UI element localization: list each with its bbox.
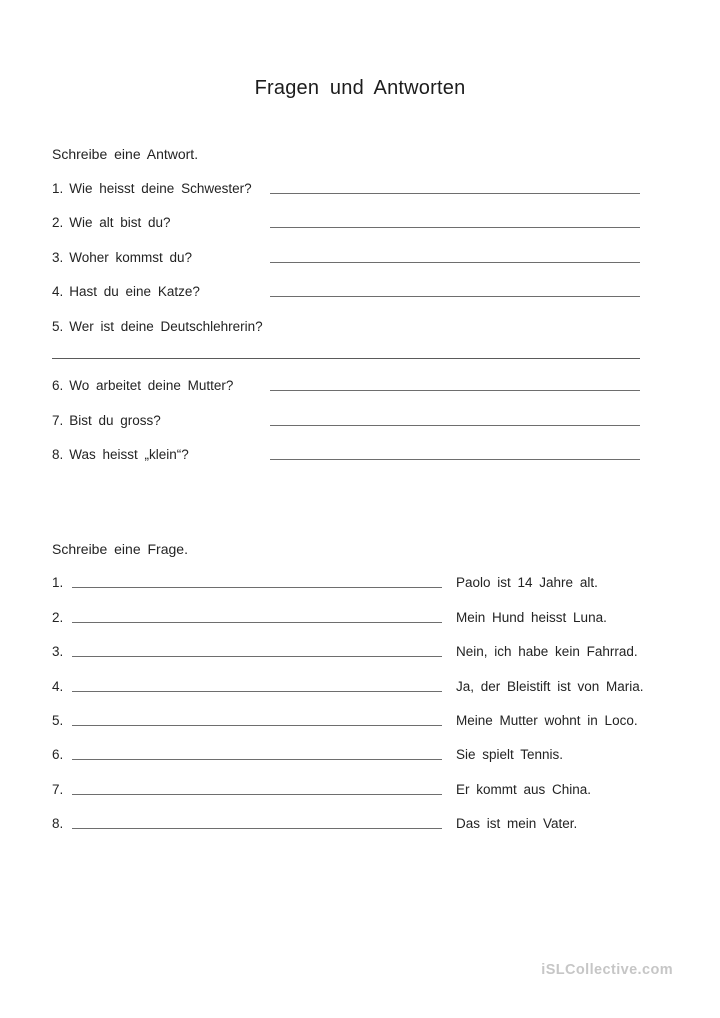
answer-text: Das ist mein Vater. [456, 816, 578, 832]
question-text: Wie alt bist du? [69, 215, 171, 230]
answer-blank-line [270, 296, 640, 297]
question-row [52, 231, 640, 266]
question-label [52, 377, 270, 394]
answer-text: Ja, der Bleistift ist von Maria. [456, 678, 644, 694]
question-row [52, 162, 640, 197]
question-text: Bist du gross? [69, 412, 161, 428]
item-number: 8. [52, 816, 64, 832]
answer-text: Meine Mutter wohnt in Loco. [456, 712, 638, 728]
question-number: 6. [52, 378, 64, 393]
item-number: 5. [52, 712, 64, 728]
question-number: 1. [52, 180, 64, 196]
answer-text: Mein Hund heisst Luna. [456, 609, 607, 625]
question-number: 7. [52, 412, 64, 428]
question-blank-line [72, 587, 442, 588]
question-blank-line [72, 828, 442, 829]
question-text: Wie heisst deine Schwester? [69, 180, 252, 196]
question-label [52, 180, 270, 197]
question-label [52, 214, 270, 231]
answer-row [52, 660, 644, 694]
question-blank-line [72, 794, 442, 795]
question-number: 5. [52, 318, 64, 334]
question-label [52, 446, 270, 463]
answer-blank-line [270, 193, 640, 194]
answer-text: Sie spielt Tennis. [456, 747, 564, 763]
section-write-an-answer [52, 147, 640, 463]
question-blank-line [72, 691, 442, 692]
question-row [52, 300, 640, 335]
item-number: 6. [52, 747, 64, 763]
question-row [52, 197, 640, 232]
question-number: 2. [52, 215, 64, 230]
item-number: 3. [52, 644, 64, 660]
question-row [52, 429, 640, 464]
section-write-a-question [52, 541, 644, 832]
question-number: 8. [52, 447, 64, 462]
answer-blank-line [270, 390, 640, 391]
item-number: 2. [52, 609, 64, 625]
answer-blank-line [270, 227, 640, 228]
answer-blank-line [270, 262, 640, 263]
answer-row [52, 626, 640, 660]
section-questions-heading: Schreibe eine Frage. [52, 541, 188, 557]
item-number: 4. [52, 678, 64, 694]
answer-row [52, 763, 640, 797]
answer-row [52, 695, 640, 729]
answer-text: Nein, ich habe kein Fahrrad. [456, 644, 638, 660]
question-number: 3. [52, 249, 64, 265]
item-number: 1. [52, 575, 64, 591]
question-text: Wer ist deine Deutschlehrerin? [69, 318, 263, 334]
question-text: Wo arbeitet deine Mutter? [69, 378, 234, 393]
question-label [52, 249, 270, 266]
answer-text: Er kommt aus China. [456, 781, 592, 797]
answer-row [52, 729, 640, 763]
answer-row [52, 798, 640, 832]
question-number: 4. [52, 284, 64, 299]
question-blank-line [72, 622, 442, 623]
question-label [52, 283, 270, 300]
answer-text: Paolo ist 14 Jahre alt. [456, 575, 598, 591]
question-text: Was heisst „klein“? [69, 447, 189, 462]
answer-blank-full-width-line [52, 358, 640, 359]
question-text: Woher kommst du? [69, 249, 193, 265]
question-blank-line [72, 725, 442, 726]
question-row [52, 266, 640, 301]
question-text: Hast du eine Katze? [69, 284, 200, 299]
page-title: Fragen und Antworten [254, 77, 466, 99]
answer-row [52, 557, 640, 591]
answer-blank-line [270, 425, 640, 426]
question-row [52, 360, 640, 395]
item-number: 7. [52, 781, 64, 797]
question-blank-line [72, 759, 442, 760]
section-answers-heading: Schreibe eine Antwort. [52, 146, 199, 162]
question-label [52, 318, 270, 335]
answer-row [52, 591, 640, 625]
question-row [52, 394, 640, 429]
islcollective-watermark: iSLCollective.com [541, 962, 673, 978]
question-blank-line [72, 656, 442, 657]
answer-blank-line [270, 459, 640, 460]
question-label [52, 412, 270, 429]
